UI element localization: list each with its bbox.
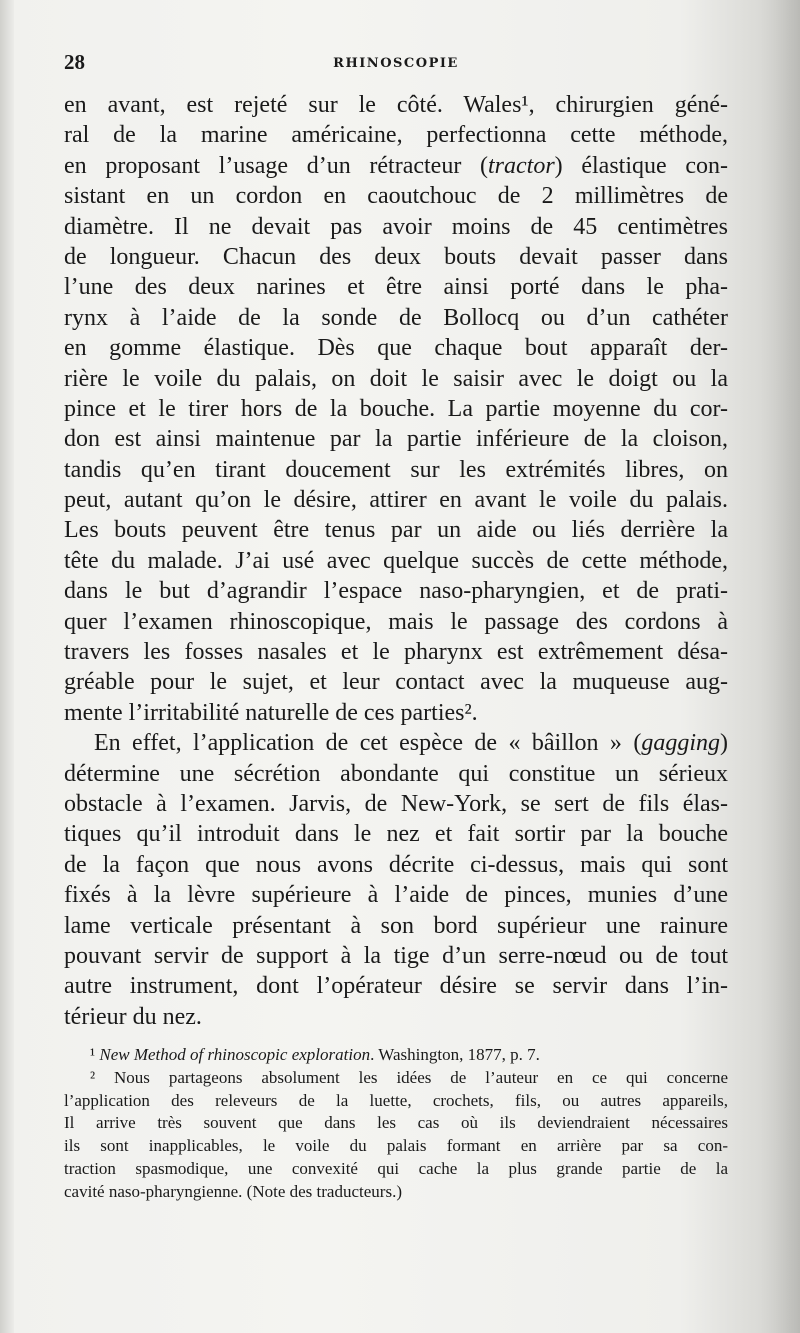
footnotes [64,1044,728,1204]
text-line: Les bouts peuvent être tenus par un aide ou liés derrière la [64,517,728,544]
footnote-line: traction spasmodique, une convexité qui cache la plus grande partie de la [64,1158,728,1178]
text-line: travers les fosses nasales et le pharynx est extrêmement désa- [64,639,728,666]
text-line: mente l’irritabilité naturelle de ces parties². [64,699,478,726]
page-header [64,50,728,84]
footnote-line: l’application des releveurs de la luette, crochets, fils, ou autres appareils, [64,1090,728,1110]
page-gutter-shadow [0,0,14,1333]
text-line: rière le voile du palais, on doit le saisir avec le doigt ou la [64,365,728,392]
text-line: en proposant l’usage d’un rétracteur (tractor) élastique con- [64,152,729,179]
text-line: tiques qu’il introduit dans le nez et fait sortir par la bouche [64,821,728,848]
footnote-line: cavité naso-pharyngienne. (Note des traducteurs.) [64,1181,402,1201]
running-title: RHINOSCOPIE [333,56,459,71]
text-line: pouvant servir de support à la tige d’un serre-nœud ou de tout [64,942,728,969]
text-line: sistant en un cordon en caoutchouc de 2 millimètres de [64,183,728,210]
text-line: rynx à l’aide de la sonde de Bollocq ou d’un cathéter [64,304,728,331]
text-line: tête du malade. J’ai usé avec quelque succès de cette méthode, [64,547,728,574]
text-line: térieur du nez. [64,1003,202,1030]
text-line: ral de la marine américaine, perfectionna cette méthode, [64,122,728,149]
text-line: obstacle à l’examen. Jarvis, de New-York, se sert de fils élas- [64,790,728,817]
footnote-line: Il arrive très souvent que dans les cas où ils deviendraient nécessaires [64,1113,728,1133]
page-edge-shadow [760,0,800,1333]
text-line: autre instrument, dont l’opérateur désire se servir dans l’in- [64,973,728,1000]
body-text [64,90,728,1032]
text-line: l’une des deux narines et être ainsi porté dans le pha- [64,274,728,301]
text-line: tandis qu’en tirant doucement sur les extrémités libres, on [64,456,728,483]
text-line: quer l’examen rhinoscopique, mais le passage des cordons à [64,608,728,635]
italic-term: gagging [641,730,720,757]
page-number: 28 [64,50,85,74]
text-line: de la façon que nous avons décrite ci-dessus, mais qui sont [64,851,728,878]
text-line: détermine une sécrétion abondante qui constitue un sérieux [64,760,728,787]
text-line: en gomme élastique. Dès que chaque bout apparaît der- [64,335,728,362]
italic-term: tractor [488,152,555,179]
text-line: En effet, l’application de cet espèce de « bâillon » (gagging) [94,730,728,757]
text-line: gréable pour le sujet, et leur contact avec la muqueuse aug- [64,669,728,696]
italic-term: New Method of rhinoscopic exploration [99,1045,371,1064]
text-line: dans le but d’agrandir l’espace naso-pharyngien, et de prati- [64,578,728,605]
text-line: don est ainsi maintenue par la partie inférieure de la cloison, [64,426,728,453]
text-line: pince et le tirer hors de la bouche. La partie moyenne du cor- [64,395,728,422]
text-line: lame verticale présentant à son bord supérieur une rainure [64,912,728,939]
text-line: diamètre. Il ne devait pas avoir moins de 45 centimètres [64,213,728,240]
text-line: peut, autant qu’on le désire, attirer en avant le voile du palais. [64,487,728,514]
footnote-line: ² Nous partageons absolument les idées de l’auteur en ce qui concerne [90,1067,728,1087]
text-line: fixés à la lèvre supérieure à l’aide de pinces, munies d’une [64,882,728,909]
text-line: de longueur. Chacun des deux bouts devait passer dans [64,243,728,270]
text-line: en avant, est rejeté sur le côté. Wales¹, chirurgien géné- [64,92,728,118]
footnote-line: ils sont inapplicables, le voile du palais formant en arrière par sa con- [64,1136,728,1156]
footnote-line: ¹ New Method of rhinoscopic exploration. Washington, 1877, p. 7. [90,1045,540,1064]
